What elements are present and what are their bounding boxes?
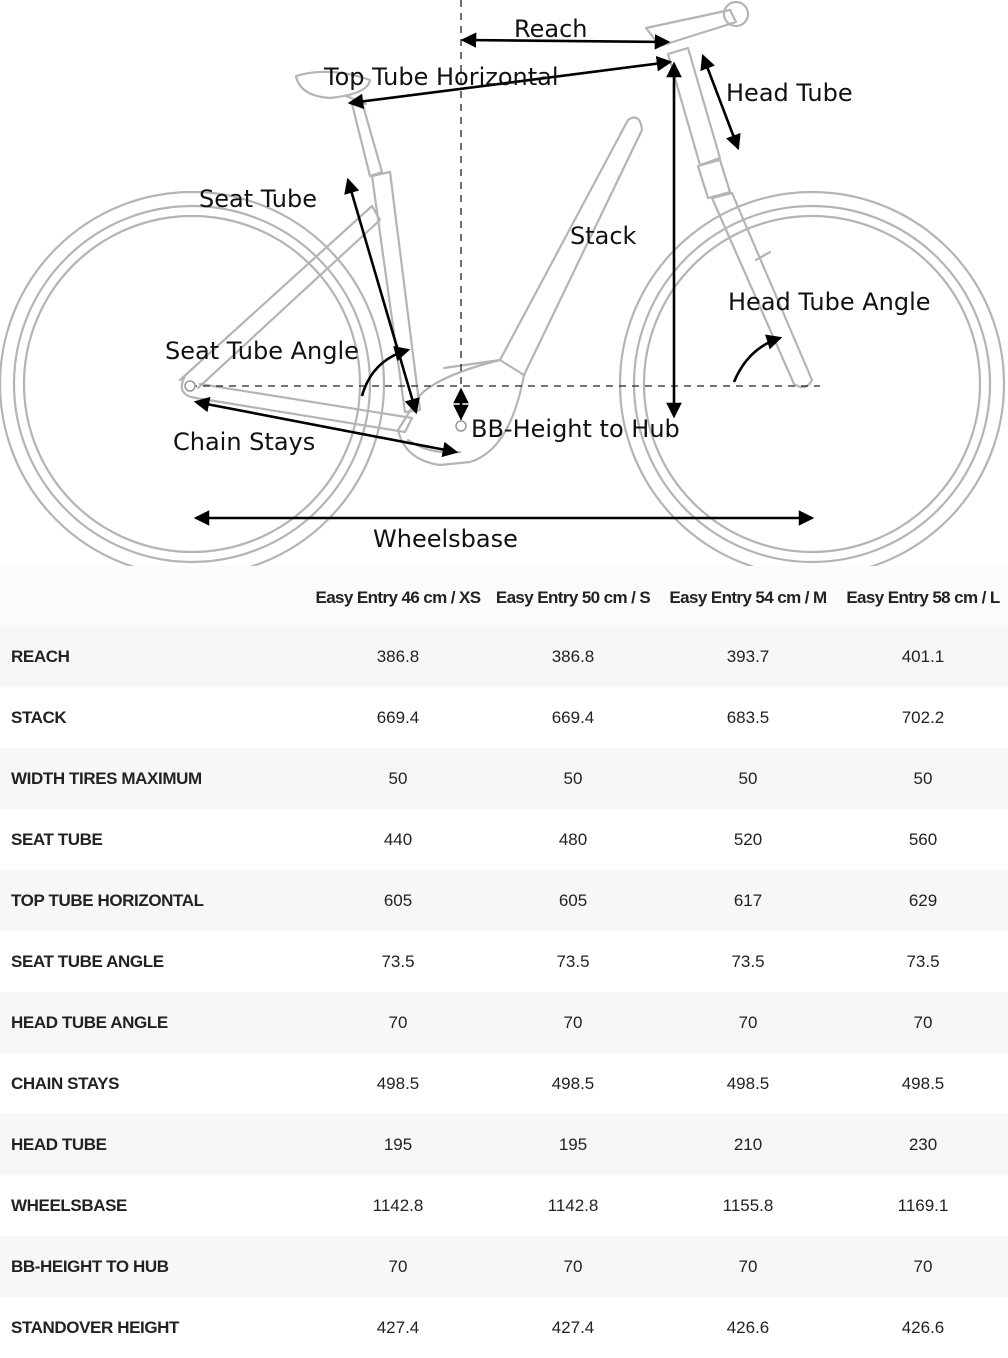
- table-cell: 70: [913, 1256, 933, 1276]
- table-cell: 427.4: [376, 1317, 420, 1337]
- label-wheelsbase: Wheelsbase: [373, 525, 518, 553]
- table-cell: 440: [383, 829, 413, 849]
- table-cell: 70: [563, 1012, 583, 1032]
- table-cell: 386.8: [376, 646, 420, 666]
- table-cell: 70: [738, 1256, 758, 1276]
- table-row: [0, 748, 1008, 809]
- table-cell: 210: [733, 1134, 763, 1154]
- table-cell: 426.6: [726, 1317, 770, 1337]
- table-cell: 605: [383, 890, 413, 910]
- table-cell: 70: [388, 1256, 408, 1276]
- table-cell: 520: [733, 829, 763, 849]
- row-label: TOP TUBE HORIZONTAL: [11, 890, 204, 910]
- header-blank: [0, 566, 308, 626]
- column-header: Easy Entry 54 cm / M: [669, 587, 827, 607]
- column-header: Easy Entry 50 cm / S: [495, 587, 651, 607]
- table-header-row: [0, 566, 1008, 626]
- row-label: STACK: [11, 707, 67, 727]
- table-cell: 50: [563, 768, 583, 788]
- table-cell: 70: [913, 1012, 933, 1032]
- column-header: Easy Entry 46 cm / XS: [315, 587, 481, 607]
- row-label: SEAT TUBE: [11, 829, 103, 849]
- label-chain-stays: Chain Stays: [173, 428, 316, 456]
- table-cell: 401.1: [901, 646, 945, 666]
- table-cell: 70: [563, 1256, 583, 1276]
- table-row: [0, 809, 1008, 870]
- row-label: WIDTH TIRES MAXIMUM: [11, 768, 202, 788]
- bottom-bracket: [456, 421, 466, 431]
- rear-hub: [185, 381, 195, 391]
- table-cell: 629: [908, 890, 938, 910]
- table-row: [0, 1297, 1008, 1358]
- row-label: BB-HEIGHT TO HUB: [11, 1256, 169, 1276]
- row-label: WHEELSBASE: [11, 1195, 127, 1215]
- bike-geometry-diagram: [0, 0, 1008, 580]
- column-header: Easy Entry 58 cm / L: [846, 587, 1000, 607]
- table-row: [0, 1114, 1008, 1175]
- table-cell: 1142.8: [547, 1195, 599, 1215]
- label-seat-tube-angle: Seat Tube Angle: [165, 337, 359, 365]
- table-cell: 498.5: [376, 1073, 420, 1093]
- table-cell: 73.5: [556, 951, 590, 971]
- table-cell: 1142.8: [372, 1195, 424, 1215]
- table-cell: 73.5: [906, 951, 940, 971]
- row-label: REACH: [11, 646, 70, 666]
- table-row: [0, 626, 1008, 687]
- table-cell: 195: [383, 1134, 413, 1154]
- table-cell: 50: [738, 768, 758, 788]
- label-seat-tube: Seat Tube: [199, 185, 317, 213]
- table-cell: 393.7: [726, 646, 770, 666]
- table-cell: 669.4: [376, 707, 420, 727]
- table-cell: 1169.1: [897, 1195, 949, 1215]
- table-body: [0, 626, 1008, 1358]
- table-cell: 560: [908, 829, 938, 849]
- row-label: SEAT TUBE ANGLE: [11, 951, 164, 971]
- table-row: [0, 1053, 1008, 1114]
- table-cell: 426.6: [901, 1317, 945, 1337]
- table-cell: 73.5: [381, 951, 415, 971]
- table-row: [0, 1236, 1008, 1297]
- label-bb-height-to-hub: BB-Height to Hub: [471, 415, 680, 443]
- table-cell: 683.5: [726, 707, 770, 727]
- row-label: STANDOVER HEIGHT: [11, 1317, 180, 1337]
- table-row: [0, 1175, 1008, 1236]
- table-cell: 70: [388, 1012, 408, 1032]
- label-head-tube: Head Tube: [726, 79, 853, 107]
- label-stack: Stack: [570, 222, 637, 250]
- table-cell: 498.5: [726, 1073, 770, 1093]
- table-cell: 50: [913, 768, 933, 788]
- table-cell: 498.5: [901, 1073, 945, 1093]
- table-cell: 70: [738, 1012, 758, 1032]
- table-cell: 386.8: [551, 646, 595, 666]
- table-cell: 702.2: [901, 707, 945, 727]
- label-head-tube-angle: Head Tube Angle: [728, 288, 931, 316]
- geometry-table: [0, 566, 1008, 1358]
- table-cell: 50: [388, 768, 408, 788]
- label-reach: Reach: [514, 15, 588, 43]
- table-cell: 1155.8: [722, 1195, 774, 1215]
- row-label: HEAD TUBE ANGLE: [11, 1012, 168, 1032]
- table-row: [0, 870, 1008, 931]
- table-cell: 498.5: [551, 1073, 595, 1093]
- table-cell: 480: [558, 829, 588, 849]
- table-cell: 195: [558, 1134, 588, 1154]
- table-row: [0, 687, 1008, 748]
- table-cell: 73.5: [731, 951, 765, 971]
- table-cell: 617: [733, 890, 763, 910]
- label-top-tube-horizontal: Top Tube Horizontal: [324, 63, 559, 91]
- table-row: [0, 931, 1008, 992]
- table-cell: 669.4: [551, 707, 595, 727]
- table-cell: 230: [908, 1134, 938, 1154]
- table-row: [0, 992, 1008, 1053]
- table-cell: 427.4: [551, 1317, 595, 1337]
- row-label: CHAIN STAYS: [11, 1073, 120, 1093]
- row-label: HEAD TUBE: [11, 1134, 107, 1154]
- table-cell: 605: [558, 890, 588, 910]
